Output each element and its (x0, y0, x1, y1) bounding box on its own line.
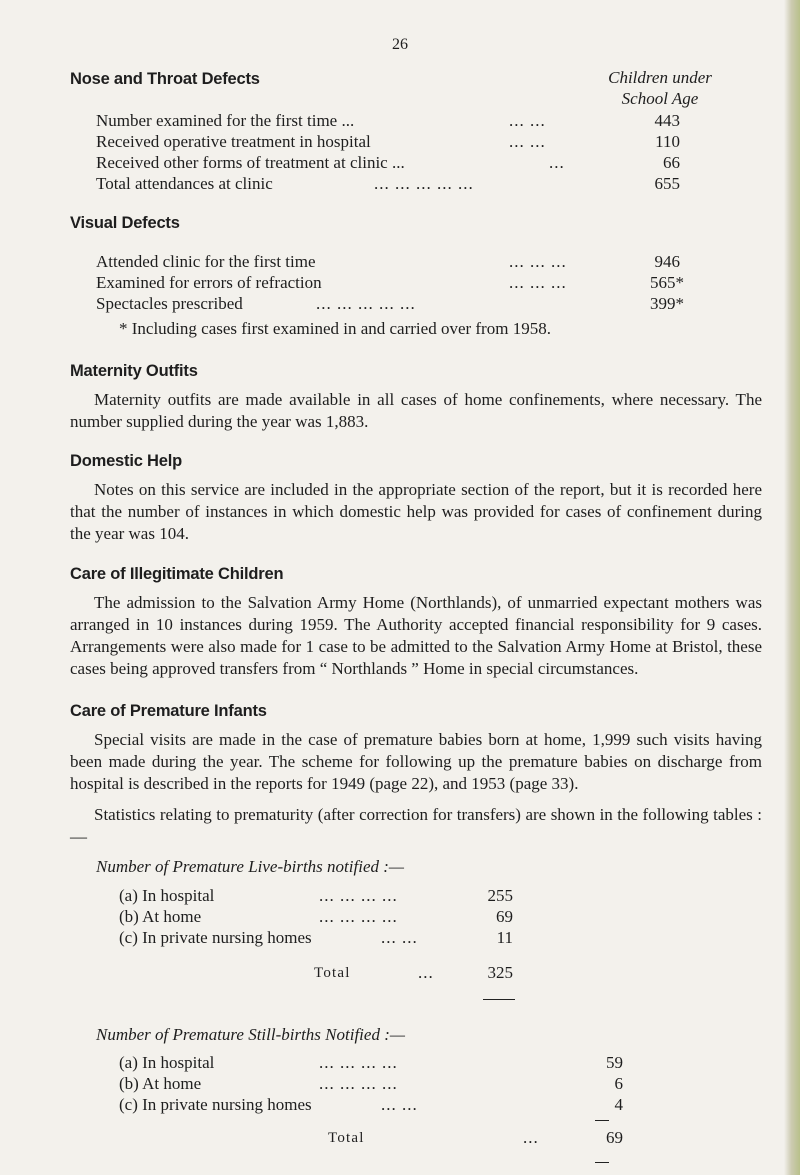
nose-row-1 (96, 110, 716, 132)
premature-paragraph-1 (70, 729, 762, 795)
row-dots: ... ... ... ... (319, 1074, 398, 1093)
row-label: Examined for errors of refraction (96, 273, 322, 292)
total-underline (595, 1162, 609, 1163)
live-births-total-row (418, 962, 538, 984)
row-value: 4 (614, 1095, 623, 1114)
still-births-row-c (119, 1094, 639, 1116)
row-value: 110 (655, 132, 680, 151)
nose-row-2 (96, 131, 716, 153)
live-births-total-label: Total (314, 965, 351, 981)
row-dots: ... (523, 1128, 539, 1147)
nose-throat-heading: Nose and Throat Defects (70, 70, 260, 88)
row-dots: ... ... ... ... (319, 907, 398, 926)
domestic-help-heading: Domestic Help (70, 452, 183, 470)
live-births-title: Number of Premature Live-births notified :— (96, 857, 405, 876)
row-label: (a) In hospital (119, 1053, 215, 1072)
maternity-paragraph (70, 389, 762, 433)
row-value: 946 (654, 252, 680, 271)
row-value: 255 (487, 886, 513, 905)
total-underline (483, 999, 515, 1000)
row-value: 6 (614, 1074, 623, 1093)
still-births-row-b (119, 1073, 639, 1095)
maternity-text: Maternity outfits are made available in all cases of home confinements, where necessary. The number supplied during the year was 1,883. (70, 390, 762, 431)
row-label: Total attendances at clinic (96, 174, 273, 193)
column-header-line1: Children under (608, 68, 712, 87)
row-value: 655 (654, 174, 680, 193)
row-value: 11 (496, 928, 513, 947)
row-dots: ... ... ... (509, 252, 567, 271)
row-dots: ... ... (509, 132, 546, 151)
domestic-paragraph (70, 479, 762, 545)
row-label: (c) In private nursing homes (119, 1095, 312, 1114)
row-label: Received other forms of treatment at clinic ... (96, 153, 405, 172)
premature-text-1: Special visits are made in the case of premature babies born at home, 1,999 such visits having been made during the year. The scheme for following up the premature babies on discharge from hospital is described in the reports for 1949 (page 22), and 1953 (page 33). (70, 730, 762, 793)
row-dots: ... (549, 153, 565, 172)
premature-text-2: Statistics relating to prematurity (after correction for transfers) are shown in the following tables :— (70, 805, 762, 846)
row-label: (c) In private nursing homes (119, 928, 312, 947)
live-births-total-value: 325 (487, 963, 513, 982)
row-label: Number examined for the first time ... (96, 111, 355, 130)
row-label: (a) In hospital (119, 886, 215, 905)
still-births-row-a (119, 1052, 639, 1074)
still-births-total-label: Total (328, 1130, 365, 1146)
page-number: 26 (392, 36, 408, 53)
row-value: 69 (496, 907, 513, 926)
live-births-row-c (119, 927, 639, 949)
row-dots: ... ... ... ... (319, 886, 398, 905)
row-value: 399* (650, 294, 684, 313)
row-dots: ... ... ... ... (319, 1053, 398, 1072)
row-label: (b) At home (119, 1074, 202, 1093)
still-births-title: Number of Premature Still-births Notified :— (96, 1025, 405, 1044)
row-dots: ... ... (381, 1095, 418, 1114)
row-dots: ... ... (509, 111, 546, 130)
visual-row-2 (96, 272, 716, 294)
premature-paragraph-2 (70, 804, 762, 848)
still-births-total-row (523, 1127, 643, 1149)
visual-row-3 (96, 293, 716, 315)
visual-defects-heading: Visual Defects (70, 214, 180, 232)
live-births-row-b (119, 906, 639, 928)
page-edge-shadow (784, 0, 800, 1175)
still-births-total-value: 69 (606, 1128, 623, 1147)
total-overline (595, 1120, 609, 1121)
row-label: Spectacles prescribed (96, 294, 243, 313)
row-label: (b) At home (119, 907, 202, 926)
footnote-text: * Including cases first examined in and carried over from 1958. (119, 319, 551, 338)
illegitimate-paragraph (70, 592, 762, 680)
row-label: Received operative treatment in hospital (96, 132, 371, 151)
premature-heading: Care of Premature Infants (70, 702, 267, 720)
nose-row-4 (96, 173, 716, 195)
domestic-text: Notes on this service are included in the appropriate section of the report, but it is recorded here that the number of instances in which domestic help was provided for cases of confinement during the year was 104. (70, 480, 762, 543)
nose-row-3 (96, 152, 716, 174)
row-dots: ... ... ... ... ... (374, 174, 474, 193)
row-dots: ... ... ... ... ... (316, 294, 416, 313)
row-dots: ... ... ... (509, 273, 567, 292)
illegitimate-text: The admission to the Salvation Army Home (Northlands), of unmarried expectant mothers was arranged in 10 instances during 1959. The Authority accepted financial responsibility for 9 cases. Arrangements were also made for 1 case to be admitted to the Salvation Army Home at Bristol, these cases being approved transfers from “ Northlands ” Home in special circumstances. (70, 593, 762, 678)
row-label: Attended clinic for the first time (96, 252, 316, 271)
maternity-heading: Maternity Outfits (70, 362, 198, 380)
row-dots: ... (418, 963, 434, 982)
row-value: 443 (654, 111, 680, 130)
row-value: 66 (663, 153, 680, 172)
column-header-line2: School Age (621, 89, 699, 108)
column-header (590, 67, 730, 109)
visual-row-1 (96, 251, 716, 273)
visual-footnote (119, 318, 739, 340)
illegitimate-heading: Care of Illegitimate Children (70, 565, 284, 583)
row-value: 59 (606, 1053, 623, 1072)
row-value: 565* (650, 273, 684, 292)
live-births-row-a (119, 885, 639, 907)
row-dots: ... ... (381, 928, 418, 947)
